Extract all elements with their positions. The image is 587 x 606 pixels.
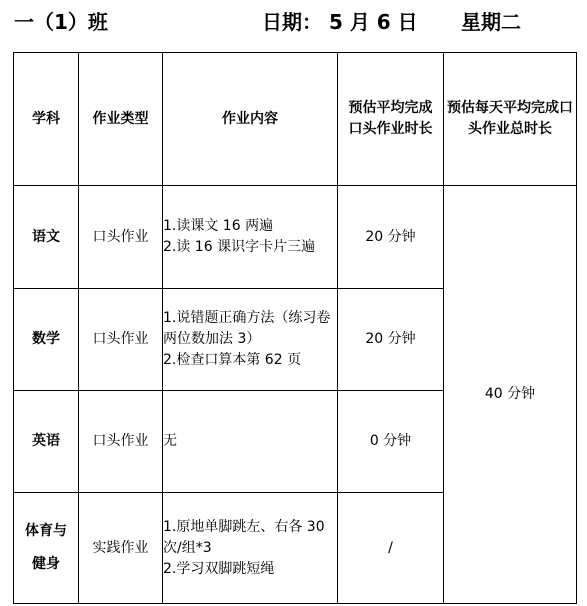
subject-cell [14, 493, 79, 604]
content-line: 2.学习双脚跳短绳 [163, 560, 275, 577]
content-line: 1.读课文 16 两遍 [163, 218, 274, 234]
content-line: 1.说错题正确方法（练习卷两位数加法 3） [163, 310, 331, 347]
duration-cell: 20 分钟 [338, 186, 444, 289]
content-cell [163, 289, 338, 391]
content-line: 1.原地单脚跳左、右各 30 次/组*3 [163, 518, 325, 556]
type-cell: 实践作业 [79, 493, 163, 604]
content-line: 2.检查口算本第 62 页 [163, 352, 302, 368]
duration-cell: 20 分钟 [338, 289, 444, 391]
content-cell [163, 391, 338, 493]
content-cell [163, 186, 338, 289]
table-header-row [14, 53, 577, 186]
header-duration: 预估平均完成口头作业时长 [338, 53, 444, 186]
subject-line: 健身 [32, 556, 60, 572]
page-header [0, 6, 587, 36]
subject-cell: 英语 [14, 391, 79, 493]
subject-cell: 数学 [14, 289, 79, 391]
class-name: 一（1）班 [14, 10, 108, 34]
content-line: 2.读 16 课识字卡片三遍 [163, 239, 316, 255]
table-row [14, 186, 577, 289]
weekday-label: 星期二 [461, 10, 521, 34]
date-label: 日期： 5 月 6 日 [262, 10, 418, 34]
content-line: 无 [163, 433, 177, 449]
total-duration-cell: 40 分钟 [444, 186, 577, 604]
type-cell: 口头作业 [79, 289, 163, 391]
homework-table [13, 52, 577, 604]
content-cell [163, 493, 338, 604]
header-subject: 学科 [14, 53, 79, 186]
subject-cell: 语文 [14, 186, 79, 289]
type-cell: 口头作业 [79, 391, 163, 493]
header-content: 作业内容 [163, 53, 338, 186]
subject-line: 体育与 [25, 523, 67, 539]
header-total: 预估每天平均完成口头作业总时长 [444, 53, 577, 186]
type-cell: 口头作业 [79, 186, 163, 289]
header-type: 作业类型 [79, 53, 163, 186]
duration-cell: 0 分钟 [338, 391, 444, 493]
duration-cell: / [338, 493, 444, 604]
